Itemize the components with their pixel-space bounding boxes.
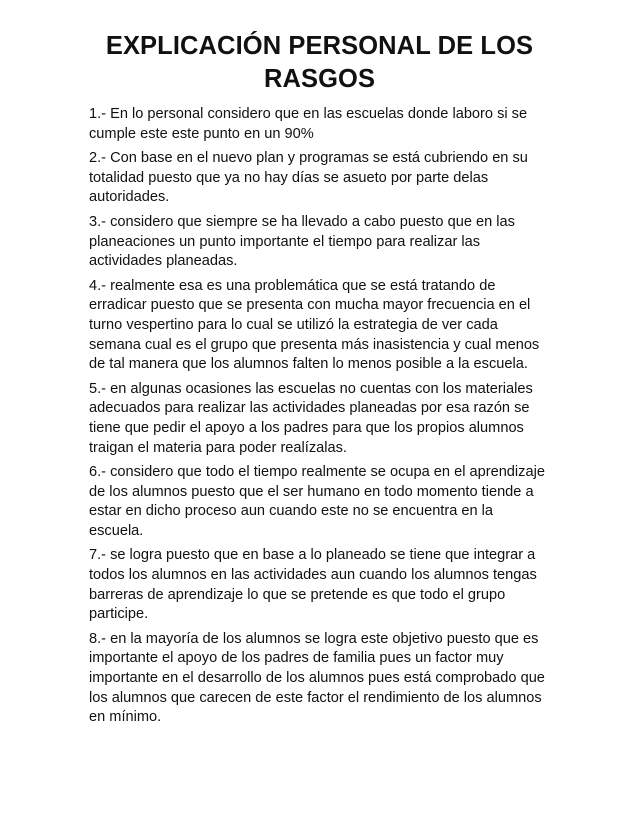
paragraph-4: 4.- realmente esa es una problemática que se está tratando de erradicar puesto que se presenta con mucha mayor frecuencia en el turno vespertino para lo cual se utilizó la estrategia de ver cada semana cual es el grupo que presenta más inasistencia y cual menos de tal manera que los alumnos falten lo menos posible a la escuela. (89, 277, 540, 373)
paragraph-7: 7.- se logra puesto que en base a lo planeado se tiene que integrar a todos los alumnos en las actividades aun cuando los alumnos tengas barreras de aprendizaje lo que se pretende es que todo el grupo participe. (89, 547, 537, 623)
paragraph-3: 3.- considero que siempre se ha llevado a cabo puesto que en las planeaciones un punto importante el tiempo para realizar las actividades planeadas. (89, 213, 515, 270)
paragraph-6: 6.- considero que todo el tiempo realmente se ocupa en el aprendizaje de los alumnos puesto que el ser humano en todo momento tiende a estar en dicho proceso aun cuando este no se encuentra en la escuela. (89, 464, 545, 539)
paragraph-5: 5.- en algunas ocasiones las escuelas no cuentas con los materiales adecuados para realizar las actividades planeadas por esa razón se tiene que pedir el apoyo a los padres para que los propios alumnos traigan el materia para poder realízalas. (89, 380, 533, 456)
page-title: EXPLICACIÓN PERSONAL DE LOS RASGOS (105, 32, 534, 93)
paragraph-2: 2.- Con base en el nuevo plan y programas se está cubriendo en su totalidad puesto que ya no hay días se asueto por parte delas autoridades. (89, 150, 528, 206)
paragraph-1: 1.- En lo personal considero que en las escuelas donde laboro si se cumple este este punto en un 90% (89, 106, 528, 142)
paragraph-8: 8.- en la mayoría de los alumnos se logra este objetivo puesto que es importante el apoyo de los padres de familia pues un factor muy importante en el desarrollo de los alumnos pues está comprobado que los alumnos que carecen de este factor el rendimiento de los alumnos en mínimo. (89, 630, 545, 726)
